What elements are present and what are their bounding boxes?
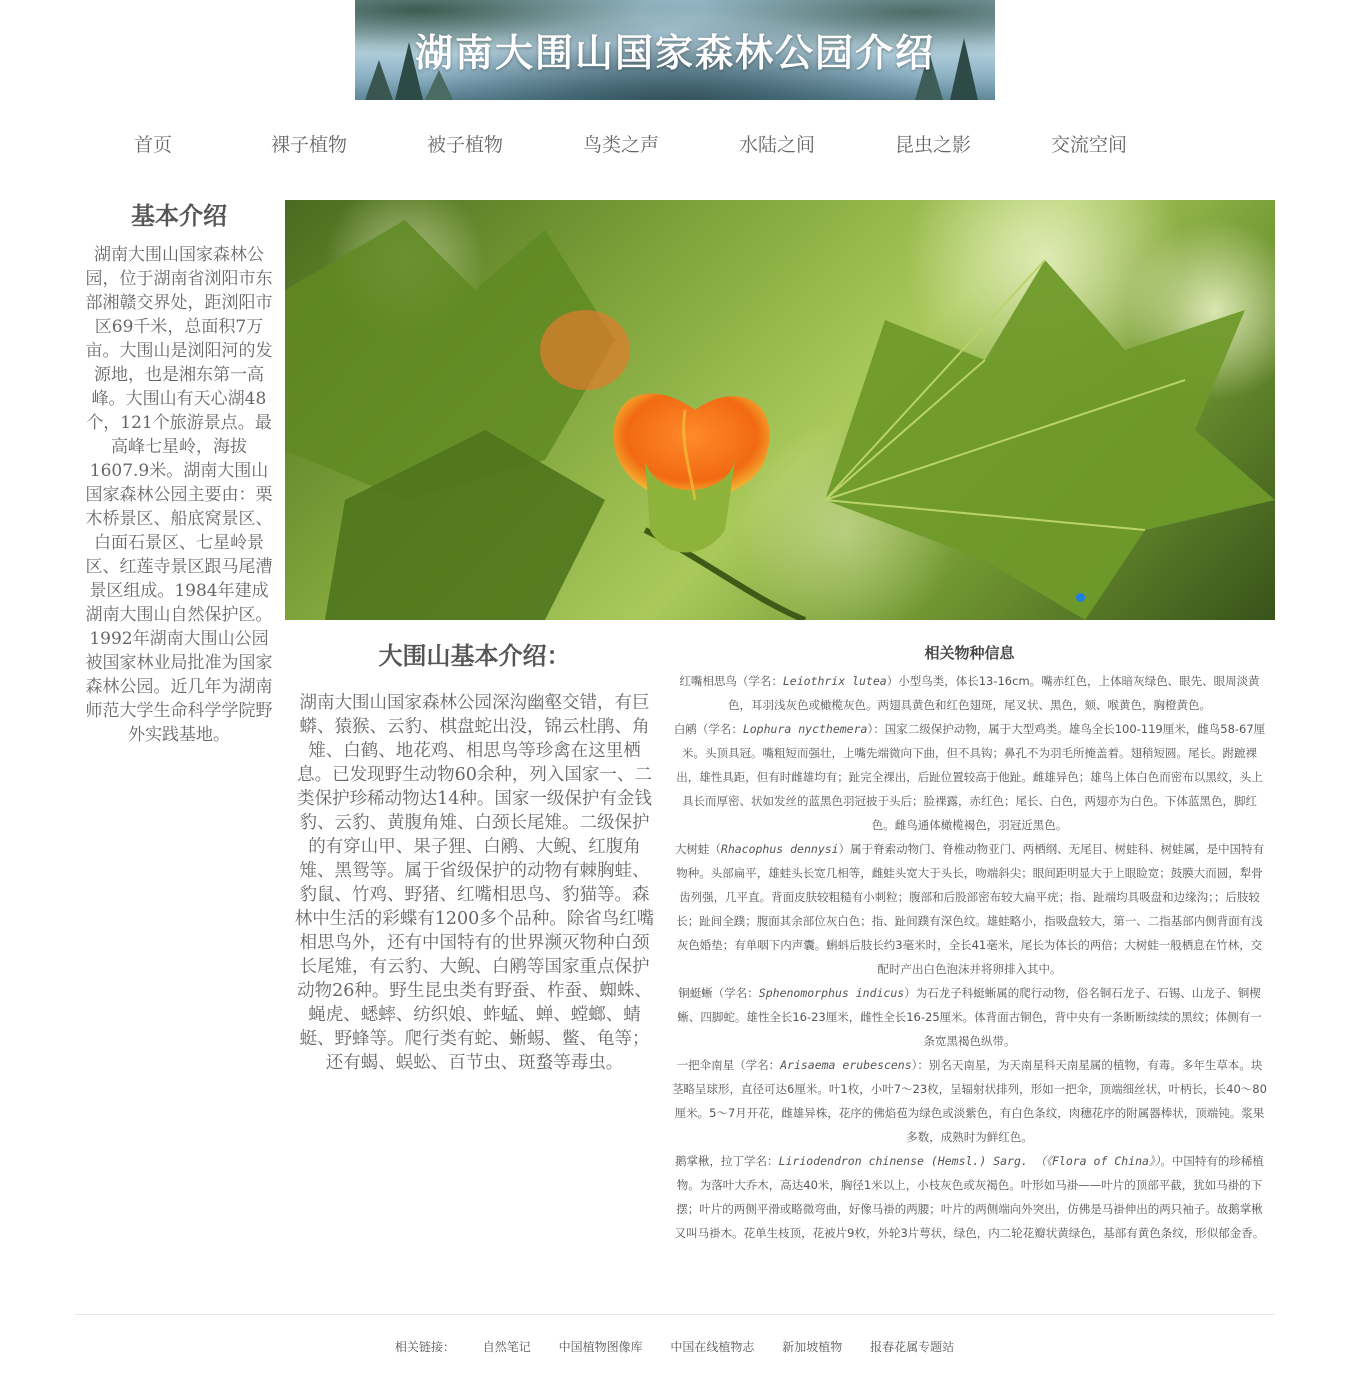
footer-link-plant-image-library[interactable]: 中国植物图像库 — [558, 1340, 643, 1354]
species-paragraph: 鹅掌楸，拉丁学名：Liriodendron chinense (Hemsl.) Sarg. （《Flora of China》）。中国特有的珍稀植物。为落叶大乔木，高达40米，胸径1米以上，小枝灰色或灰褐色。叶形如马褂——叶片的顶部平截，犹如马褂的下摆；叶片的两侧平滑或略微弯曲，好像马褂的两腰；叶片的两侧端向外突出，仿佛是马褂伸出的两只袖子。故鹅掌楸又叫马褂木。花单生枝顶，花被片9枚，外轮3片萼状，绿色，内二轮花瓣状黄绿色，基部有黄色条纹，形似郁金香。 — [674, 1154, 1265, 1240]
nav-item-angiosperms[interactable]: 被子植物 — [426, 134, 503, 156]
nav-item-amphibians[interactable]: 水陆之间 — [738, 134, 815, 156]
dawei-intro-text: 湖南大围山国家森林公园深沟幽壑交错，有巨蟒、猿猴、云豹、棋盘蛇出没，锦云杜鹃、角雉、白鹤、地花鸡、相思鸟等珍禽在这里栖息。已发现野生动物60余种，列入国家一、二类保护珍稀动物达14种。国家一级保护有金钱豹、云豹、黄腹角雉、白颈长尾雉。二级保护的有穿山甲、果子狸、白鹇、大鲵、红腹角雉、黑鸳等。属于省级保护的动物有棘胸蛙、豹鼠、竹鸡、野猪、红嘴相思鸟、豹猫等。森林中生活的彩蝶有1200多个品种。除省鸟红嘴相思鸟外，还有中国特有的世界濒灭物种白颈长尾雉，有云豹、大鲵、白鹇等国家重点保护动物26种。野生昆虫类有野蚕、柞蚕、蜘蛛、蝇虎、蟋蟀、纺织娘、蚱蜢、蝉、螳螂、蜻蜓、野蜂等。爬行类有蛇、蜥蜴、鳖、龟等；还有蝎、蜈蚣、百节虫、斑蝥等毒虫。 — [294, 693, 655, 1073]
species-paragraph: 一把伞南星（学名：Arisaema erubescens）：别名天南星，为天南星科天南星属的植物，有毒。多年生草本。块茎略呈球形，直径可达6厘米。叶1枚，小叶7～23枚，呈辐射状排列，形如一把伞，顶端细丝状，叶柄长，长40～80厘米。5～7月开花，雌雄异株，花序的佛焰苞为绿色或淡紫色，有白色条纹，肉穗花序的附属器棒状，顶端钝。浆果多数，成熟时为鲜红色。 — [672, 1058, 1267, 1144]
nav-item-community[interactable]: 交流空间 — [1050, 134, 1127, 156]
basic-intro-title: 基本介绍 — [131, 201, 227, 230]
footer-link-nature-notes[interactable]: 自然笔记 — [482, 1340, 531, 1354]
species-paragraph: 大树蛙（Rhacophus dennysi）属于脊索动物门、脊椎动物亚门、两栖纲、无尾目、树蛙科、树蛙属，是中国特有物种。头部扁平，雄蛙头长宽几相等，雌蛙头宽大于头长，吻端斜尖；眼间距明显大于上眼睑宽；鼓膜大而圆，犁骨齿列强，几平直。背面皮肤较粗糙有小刺粒；腹部和后股部密布较大扁平疣；指、趾端均具吸盘和边缘沟；；后肢较长；趾间全蹼；腹面其余部位灰白色；指、趾间蹼有深色纹。雄蛙略小，指吸盘较大，第一、二指基部内侧背面有浅灰色婚垫；有单咽下内声囊。蝌蚪后肢长约3毫米时，全长41毫米，尾长为体长的两倍；大树蛙一般栖息在竹林，交配时产出白色泡沫并将卵排入其中。 — [674, 842, 1265, 976]
basic-intro-sidebar — [84, 196, 274, 747]
dawei-intro-title: 大围山基本介绍： — [378, 641, 571, 670]
main-nav — [75, 130, 1275, 160]
nav-item-birds[interactable]: 鸟类之声 — [582, 134, 659, 156]
footer-links — [0, 1338, 1349, 1355]
footer-link-primula-site[interactable]: 报春花属专题站 — [870, 1340, 955, 1354]
species-paragraph: 白鹇（学名：Lophura nycthemera）：国家二级保护动物，属于大型鸡类。雄鸟全长100-119厘米，雌鸟58-67厘米。头顶具冠。嘴粗短而强壮，上嘴先端微向下曲，但不具钩；鼻孔不为羽毛所掩盖着。翅稍短圆。尾长。跗蹠裸出，雄性具距，但有时雌雄均有；趾完全裸出，后趾位置较高于他趾。雌雄异色；雄鸟上体白色而密布以黑纹，头上具长而厚密、状如发丝的蓝黑色羽冠披于头后；脸裸露，赤红色；尾长、白色，两翅亦为白色。下体蓝黑色，脚红色。雌鸟通体橄榄褐色，羽冠近黑色。 — [673, 722, 1266, 832]
tulip-flower-illustration — [285, 200, 1275, 620]
hero-carousel-image[interactable] — [285, 200, 1275, 620]
nav-item-gymnosperms[interactable]: 裸子植物 — [270, 134, 347, 156]
species-paragraph: 红嘴相思鸟（学名：Leiothrix lutea）小型鸟类，体长13-16cm。嘴赤红色，上体暗灰绿色、眼先、眼周淡黄色，耳羽浅灰色或橄榄灰色。两翅具黄色和红色翅斑，尾叉状、黑色，颏、喉黄色，胸橙黄色。 — [679, 674, 1260, 712]
dawei-intro-section — [292, 636, 657, 1075]
footer-label: 相关链接： — [394, 1340, 455, 1354]
nav-item-insects[interactable]: 昆虫之影 — [894, 134, 971, 156]
nav-item-home[interactable]: 首页 — [133, 134, 172, 156]
carousel-indicator-dot[interactable] — [1076, 593, 1085, 602]
footer-divider — [75, 1314, 1275, 1315]
header-banner — [355, 0, 995, 100]
footer-link-online-flora[interactable]: 中国在线植物志 — [670, 1340, 755, 1354]
species-info-section — [672, 642, 1267, 1245]
species-paragraph: 铜蜓蜥（学名：Sphenomorphus indicus）为石龙子科蜓蜥属的爬行动物，俗名铜石龙子、石锡、山龙子、铜楔蜥、四脚蛇。雄性全长16-23厘米，雌性全长16-25厘米。体背面古铜色，背中央有一条断断续续的黑纹；体侧有一条宽黑褐色纵带。 — [677, 986, 1262, 1048]
site-title: 湖南大围山国家森林公园介绍 — [414, 30, 935, 75]
species-info-title: 相关物种信息 — [924, 644, 1015, 662]
footer-link-singapore-plants[interactable]: 新加坡植物 — [782, 1340, 843, 1354]
basic-intro-text: 湖南大围山国家森林公园，位于湖南省浏阳市东部湘赣交界处，距浏阳市区69千米，总面积7万亩。大围山是浏阳河的发源地，也是湘东第一高峰。大围山有天心湖48个，121个旅游景点。最高峰七星岭，海拔1607.9米。湖南大围山国家森林公园主要由：栗木桥景区、船底窝景区、白面石景区、七星岭景区、红莲寺景区跟马尾漕景区组成。1984年建成湖南大围山自然保护区。1992年湖南大围山公园被国家林业局批准为国家森林公园。近几年为湖南师范大学生命科学学院野外实践基地。 — [85, 245, 273, 745]
